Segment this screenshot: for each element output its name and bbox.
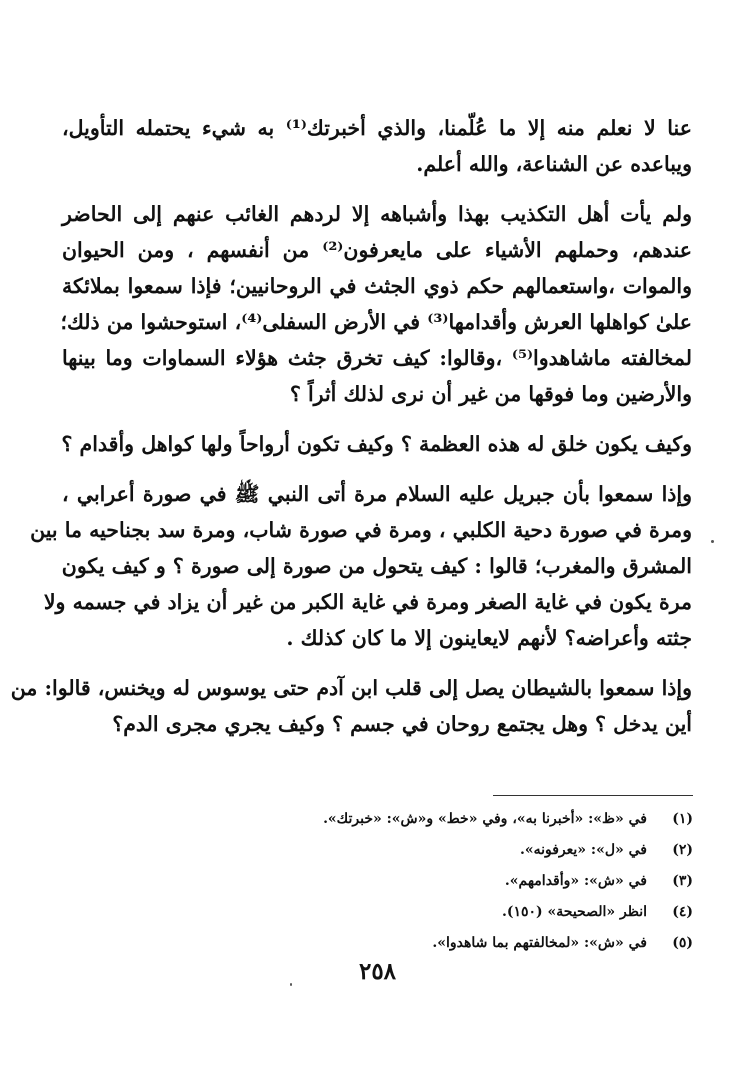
page-number: ٢٥٨ bbox=[358, 958, 397, 985]
footnote-number: (٥) bbox=[672, 935, 693, 951]
paragraph-1 bbox=[62, 110, 692, 182]
text-line: ولم يأت أهل التكذيب بهذا وأشباهه إلا لردهم الغائب عنهم إلى الحاضر bbox=[62, 202, 692, 226]
text-line: مرة يكون في غاية الصغر ومرة في غاية الكبر من غير أن يزاد في جسمه ولا bbox=[43, 590, 692, 614]
text-line: المشرق والمغرب؛ قالوا : كيف يتحول من صورة إلى صورة ؟ و كيف يكون bbox=[61, 554, 692, 578]
footnote bbox=[173, 804, 693, 835]
text-line: أين يدخل ؟ وهل يجتمع روحان في جسم ؟ وكيف يجري مجرى الدم؟ bbox=[112, 712, 692, 736]
text-line: عندهم، وحملهم الأشياء على مايعرفون⁽²⁾ من أنفسهم ، ومن الحيوان bbox=[62, 238, 692, 262]
text-line: ومرة في صورة دحية الكلبي ، ومرة في صورة شاب، ومرة سد بجناحيه ما بين bbox=[30, 518, 692, 542]
text-line: وكيف يكون خلق له هذه العظمة ؟ وكيف تكون أرواحاً ولها كواهل وأقدام ؟ bbox=[61, 432, 692, 456]
footnote-number: (٤) bbox=[672, 904, 693, 920]
text-line: لمخالفته ماشاهدوا⁽⁵⁾ ،وقالوا: كيف تخرق جثث هؤلاء السماوات وما بينها bbox=[62, 346, 692, 370]
text-line: جثته وأعراضه؟ لأنهم لايعاينون إلا ما كان كذلك . bbox=[286, 626, 692, 650]
footnote bbox=[173, 897, 693, 928]
footnote-text: انظر «الصحيحة» (١٥٠). bbox=[501, 904, 647, 920]
paragraph-5 bbox=[10, 670, 692, 742]
paragraph-3 bbox=[62, 426, 692, 462]
footnote-number: (٢) bbox=[672, 842, 693, 858]
footnotes bbox=[173, 804, 693, 959]
text-line: والموات ،واستعمالهم حكم ذوي الجثث في الروحانيين؛ فإذا سمعوا بملائكة bbox=[62, 274, 692, 298]
footnote bbox=[173, 835, 693, 866]
text-line: وإذا سمعوا بأن جبريل عليه السلام مرة أتى النبي ﷺ في صورة أعرابي ، bbox=[62, 482, 692, 506]
footnote-number: (١) bbox=[672, 811, 693, 827]
scan-speck bbox=[711, 540, 714, 543]
footnote-number: (٣) bbox=[672, 873, 693, 889]
text-line: عنا لا نعلم منه إلا ما عُلّمنا، والذي أخبرتك⁽¹⁾ به شيء يحتمله التأويل، bbox=[62, 116, 692, 140]
text-line: والأرضين وما فوقها من غير أن نرى لذلك أثراً ؟ bbox=[289, 382, 692, 406]
footnote-text: في «ش»: «لمخالفتهم بما شاهدوا». bbox=[432, 935, 647, 951]
text-line: علىٰ كواهلها العرش وأقدامها⁽³⁾ في الأرض السفلى⁽⁴⁾، استوحشوا من ذلك؛ bbox=[60, 310, 692, 334]
paragraph-2 bbox=[62, 196, 692, 412]
footnote-text: في «ل»: «يعرفونه». bbox=[519, 842, 647, 858]
scan-speck bbox=[290, 983, 292, 986]
footnote bbox=[173, 928, 693, 959]
text-line: ويباعده عن الشناعة، والله أعلم. bbox=[416, 152, 692, 176]
paragraph-4 bbox=[30, 476, 692, 656]
text-line: وإذا سمعوا بالشيطان يصل إلى قلب ابن آدم حتى يوسوس له ويخنس، قالوا: من bbox=[10, 676, 692, 700]
footnote-text: في «ظ»: «أخبرنا به»، وفي «خط» و«ش»: «خبرتك». bbox=[323, 811, 647, 827]
footnote bbox=[173, 866, 693, 897]
footnote-text: في «ش»: «وأقدامهم». bbox=[504, 873, 647, 889]
footnote-divider bbox=[493, 795, 693, 796]
main-text bbox=[10, 110, 692, 756]
